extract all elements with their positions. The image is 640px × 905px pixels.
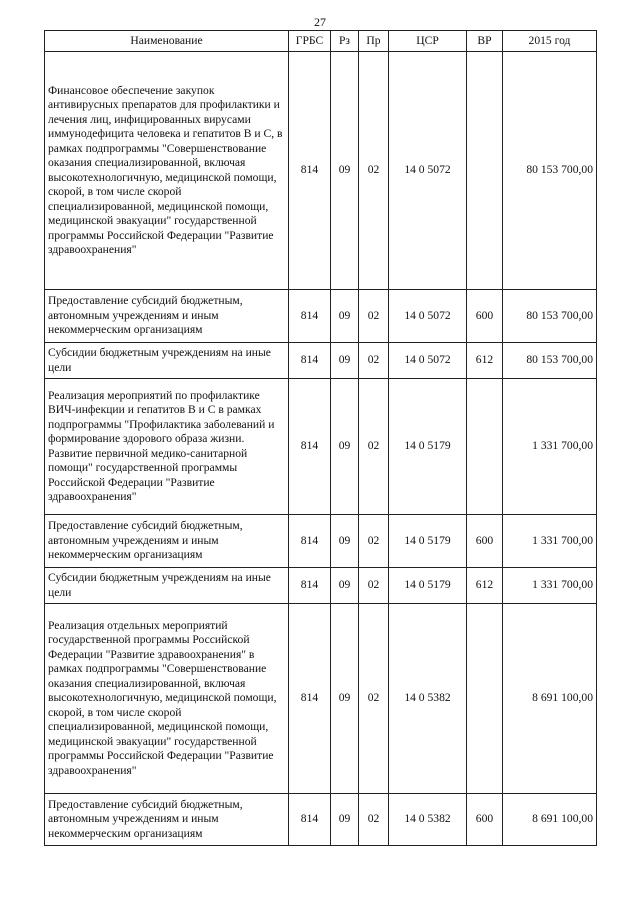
- row-rz: 09: [331, 515, 359, 568]
- row-amount: 8 691 100,00: [503, 604, 597, 794]
- row-name: Субсидии бюджетным учреждениям на иные цели: [45, 343, 289, 379]
- row-csr: 14 0 5072: [389, 52, 467, 290]
- row-rz: 09: [331, 290, 359, 343]
- row-csr: 14 0 5382: [389, 604, 467, 794]
- table-row: [45, 379, 597, 515]
- header-vr: ВР: [467, 31, 503, 52]
- row-name: Субсидии бюджетным учреждениям на иные цели: [45, 568, 289, 604]
- row-vr: 600: [467, 290, 503, 343]
- table-row: [45, 515, 597, 568]
- row-rz: 09: [331, 794, 359, 846]
- row-grbs: 814: [289, 794, 331, 846]
- row-amount: 8 691 100,00: [503, 794, 597, 846]
- row-grbs: 814: [289, 568, 331, 604]
- row-amount: 1 331 700,00: [503, 515, 597, 568]
- row-rz: 09: [331, 604, 359, 794]
- table-row: [45, 568, 597, 604]
- row-pr: 02: [359, 343, 389, 379]
- row-pr: 02: [359, 604, 389, 794]
- page-number: 27: [314, 15, 326, 29]
- row-grbs: 814: [289, 604, 331, 794]
- row-amount: 1 331 700,00: [503, 379, 597, 515]
- row-vr: 600: [467, 515, 503, 568]
- row-name: Реализация мероприятий по профилактике ВИЧ-инфекции и гепатитов В и С в рамках подпрограммы "Профилактика заболеваний и формирование здорового образа жизни. Развитие первичной медико-санитарной помощи" государственной программы Российской Федерации "Развитие здравоохранения": [45, 379, 289, 515]
- header-pr: Пр: [359, 31, 389, 52]
- row-vr: 600: [467, 794, 503, 846]
- table-row: [45, 290, 597, 343]
- row-rz: 09: [331, 343, 359, 379]
- table-row: [45, 52, 597, 290]
- header-name: Наименование: [45, 31, 289, 52]
- header-year: 2015 год: [503, 31, 597, 52]
- row-amount: 80 153 700,00: [503, 343, 597, 379]
- row-pr: 02: [359, 290, 389, 343]
- row-vr: [467, 379, 503, 515]
- row-amount: 80 153 700,00: [503, 52, 597, 290]
- row-pr: 02: [359, 52, 389, 290]
- row-csr: 14 0 5179: [389, 568, 467, 604]
- header-csr: ЦСР: [389, 31, 467, 52]
- header-rz: Рз: [331, 31, 359, 52]
- row-csr: 14 0 5072: [389, 290, 467, 343]
- table-row: [45, 343, 597, 379]
- row-pr: 02: [359, 515, 389, 568]
- row-amount: 80 153 700,00: [503, 290, 597, 343]
- row-name: Реализация отдельных мероприятий государственной программы Российской Федерации "Развитие здравоохранения" в рамках подпрограммы "Совершенствование оказания специализированной, включая высокотехнологичную, медицинской помощи, скорой, в том числе скорой специализированной, медицинской помощи, медицинской эвакуации" государственной программы Российской Федерации "Развитие здравоохранения": [45, 604, 289, 794]
- row-grbs: 814: [289, 290, 331, 343]
- row-name: Финансовое обеспечение закупок антивирусных препаратов для профилактики и лечения лиц, инфицированных вирусами иммунодефицита человека и гепатитов В и С, в рамках подпрограммы "Совершенствование оказания специализированной, включая высокотехнологичную, медицинской помощи, скорой, в том числе скорой специализированной, медицинской помощи, медицинской эвакуации" государственной программы Российской Федерации "Развитие здравоохранения": [45, 52, 289, 290]
- row-vr: 612: [467, 343, 503, 379]
- row-vr: 612: [467, 568, 503, 604]
- row-name: Предоставление субсидий бюджетным, автономным учреждениям и иным некоммерческим организациям: [45, 794, 289, 846]
- row-pr: 02: [359, 794, 389, 846]
- row-pr: 02: [359, 379, 389, 515]
- row-grbs: 814: [289, 515, 331, 568]
- row-amount: 1 331 700,00: [503, 568, 597, 604]
- row-grbs: 814: [289, 52, 331, 290]
- table-header-row: [45, 31, 597, 52]
- row-rz: 09: [331, 379, 359, 515]
- header-grbs: ГРБС: [289, 31, 331, 52]
- table-row: [45, 604, 597, 794]
- row-rz: 09: [331, 568, 359, 604]
- row-pr: 02: [359, 568, 389, 604]
- budget-table: [44, 30, 597, 846]
- row-csr: 14 0 5382: [389, 794, 467, 846]
- row-csr: 14 0 5179: [389, 515, 467, 568]
- row-csr: 14 0 5072: [389, 343, 467, 379]
- row-rz: 09: [331, 52, 359, 290]
- row-vr: [467, 52, 503, 290]
- table-row: [45, 794, 597, 846]
- row-name: Предоставление субсидий бюджетным, автономным учреждениям и иным некоммерческим организациям: [45, 290, 289, 343]
- row-csr: 14 0 5179: [389, 379, 467, 515]
- row-grbs: 814: [289, 379, 331, 515]
- row-name: Предоставление субсидий бюджетным, автономным учреждениям и иным некоммерческим организациям: [45, 515, 289, 568]
- row-vr: [467, 604, 503, 794]
- row-grbs: 814: [289, 343, 331, 379]
